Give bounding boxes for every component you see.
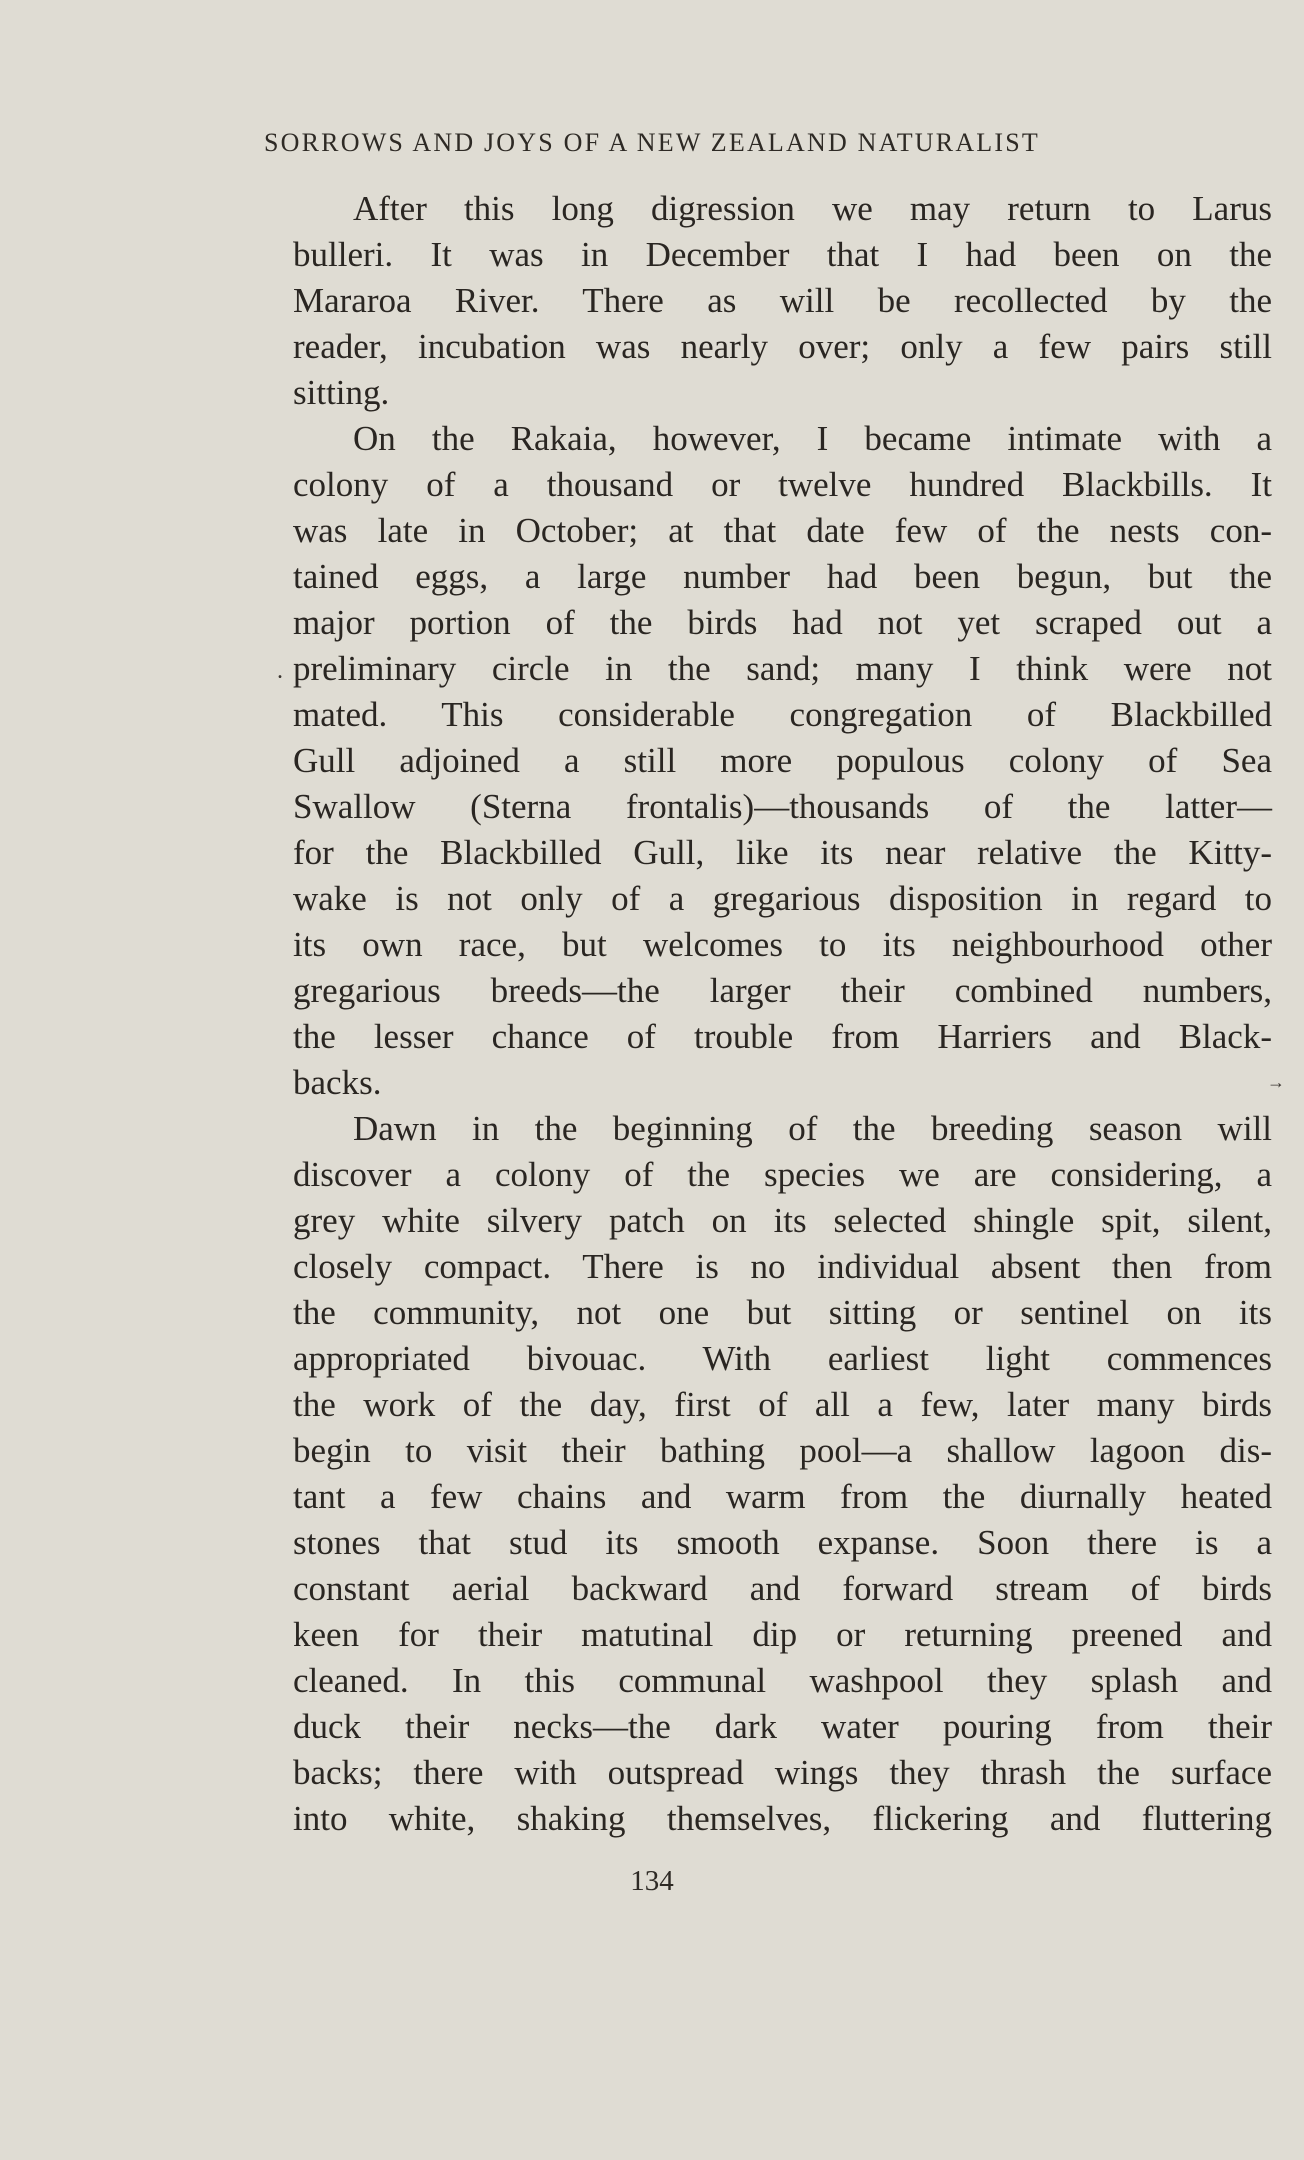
text-line: Mararoa River. There as will be recollected by the <box>293 281 1272 320</box>
text-line: backs. <box>293 1063 382 1102</box>
text-line: On the Rakaia, however, I became intimate with a <box>353 419 1272 458</box>
text-line: wake is not only of a gregarious disposition in regard to <box>293 879 1272 918</box>
text-line: constant aerial backward and forward stream of birds <box>293 1569 1272 1608</box>
text-line: begin to visit their bathing pool—a shallow lagoon dis- <box>293 1431 1272 1470</box>
text-line: Dawn in the beginning of the breeding season will <box>353 1109 1272 1148</box>
text-line: discover a colony of the species we are considering, a <box>293 1155 1272 1194</box>
text-line: Swallow (Sterna frontalis)—thousands of the latter— <box>293 787 1272 826</box>
text-line: the lesser chance of trouble from Harriers and Black- <box>293 1017 1272 1056</box>
text-line: tained eggs, a large number had been begun, but the <box>293 557 1272 596</box>
text-line: closely compact. There is no individual absent then from <box>293 1247 1272 1286</box>
body-text <box>293 186 1272 1842</box>
running-head: SORROWS AND JOYS OF A NEW ZEALAND NATURALIST <box>264 128 1040 157</box>
text-line: backs; there with outspread wings they thrash the surface <box>293 1753 1272 1792</box>
text-line: major portion of the birds had not yet scraped out a <box>293 603 1272 642</box>
text-line: keen for their matutinal dip or returning preened and <box>293 1615 1272 1654</box>
text-line: Gull adjoined a still more populous colony of Sea <box>293 741 1272 780</box>
text-line: mated. This considerable congregation of Blackbilled <box>293 695 1272 734</box>
text-line: gregarious breeds—the larger their combined numbers, <box>293 971 1272 1010</box>
text-line: sitting. <box>293 373 390 412</box>
text-line: After this long digression we may return to Larus <box>353 189 1272 228</box>
text-line: the community, not one but sitting or sentinel on its <box>293 1293 1272 1332</box>
text-line: stones that stud its smooth expanse. Soon there is a <box>293 1523 1272 1562</box>
text-line: preliminary circle in the sand; many I think were not <box>293 649 1272 688</box>
text-line: cleaned. In this communal washpool they splash and <box>293 1661 1272 1700</box>
text-line: reader, incubation was nearly over; only a few pairs still <box>293 327 1272 366</box>
text-line: colony of a thousand or twelve hundred Blackbills. It <box>293 465 1272 504</box>
text-line: duck their necks—the dark water pouring from their <box>293 1707 1272 1746</box>
text-line: for the Blackbilled Gull, like its near relative the Kitty- <box>293 833 1272 872</box>
text-line: bulleri. It was in December that I had been on the <box>293 235 1272 274</box>
text-line: appropriated bivouac. With earliest light commences <box>293 1339 1272 1378</box>
text-line: tant a few chains and warm from the diurnally heated <box>293 1477 1272 1516</box>
margin-dot-mark: . <box>277 658 283 684</box>
text-line: was late in October; at that date few of the nests con- <box>293 511 1272 550</box>
text-line: the work of the day, first of all a few, later many birds <box>293 1385 1272 1424</box>
page-number: 134 <box>630 1865 674 1897</box>
text-line: grey white silvery patch on its selected shingle spit, silent, <box>293 1201 1272 1240</box>
text-line: into white, shaking themselves, flickering and fluttering <box>293 1799 1272 1838</box>
text-line: its own race, but welcomes to its neighbourhood other <box>293 925 1272 964</box>
margin-arrow-mark: → <box>1267 1072 1285 1092</box>
